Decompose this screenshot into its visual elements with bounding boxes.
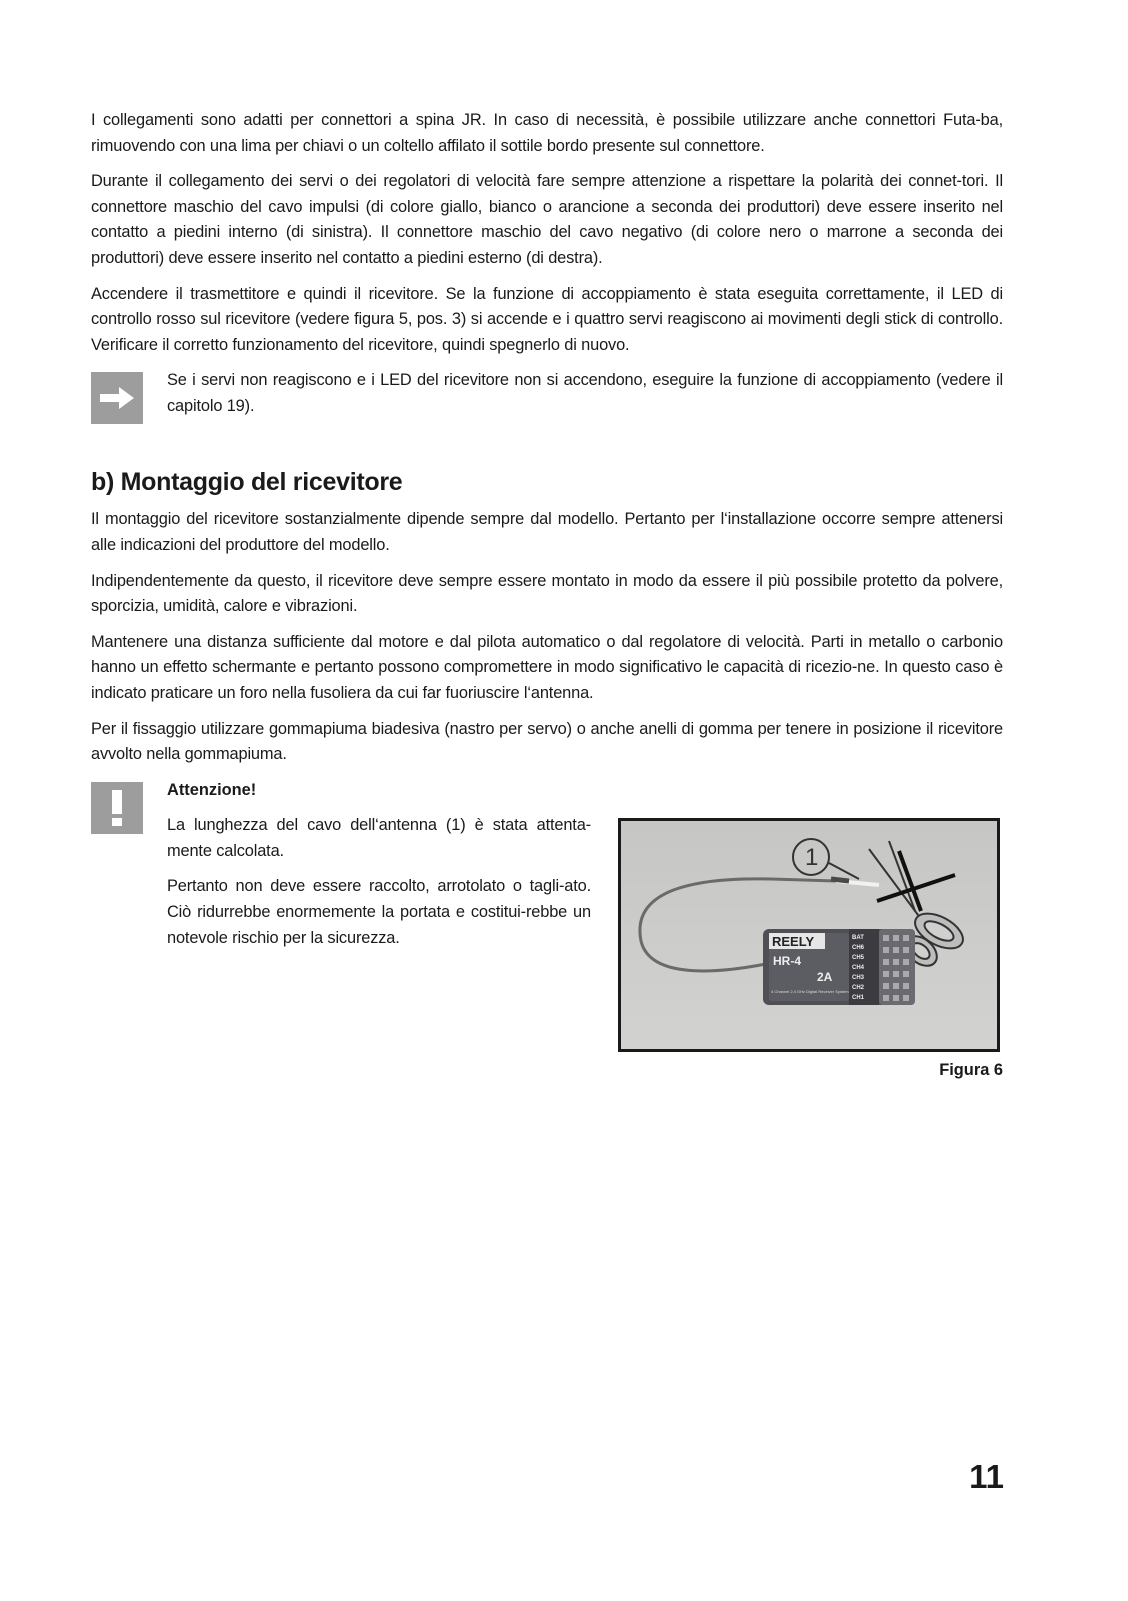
channel-label: CH1 bbox=[852, 994, 865, 1001]
channel-label: CH3 bbox=[852, 974, 865, 981]
figure-callout: 1 bbox=[805, 843, 819, 871]
channel-label: CH6 bbox=[852, 944, 865, 951]
warning-title: Attenzione! bbox=[167, 780, 257, 799]
page-content bbox=[91, 108, 1003, 1088]
channel-label: BAT bbox=[852, 934, 864, 941]
section-heading: b) Montaggio del ricevitore bbox=[91, 468, 403, 497]
receiver-illustration bbox=[763, 929, 915, 1005]
paragraph: Accendere il trasmettitore e quindi il ricevitore. Se la funzione di accoppiamento è stata eseguita correttamente, il LED di controllo rosso sul ricevitore (vedere figura 5, pos. 3) si accende e i quattro servi reagiscono ai movimenti degli stick di controllo. Verificare il corretto funzionamento del ricevitore, quindi spegnerlo di nuovo. bbox=[91, 284, 1003, 354]
channel-label: CH4 bbox=[852, 964, 865, 971]
receiver-big-label: 2A bbox=[817, 969, 833, 984]
figure-image bbox=[618, 818, 1000, 1052]
warning-text bbox=[167, 778, 591, 962]
page-number: 11 bbox=[969, 1458, 1004, 1495]
paragraph: Indipendentemente da questo, il ricevitore deve sempre essere montato in modo da essere il più possibile protetto da polvere, sporcizia, umidità, calore e vibrazioni. bbox=[91, 571, 1003, 616]
note-text: Se i servi non reagiscono e i LED del ricevitore non si accendono, eseguire la funzione di accoppiamento (vedere il capitolo 19). bbox=[167, 371, 1003, 415]
receiver-subtitle: 4 Channel 2.4 GHz Digital Receiver System bbox=[771, 988, 849, 994]
figure-caption: Figura 6 bbox=[939, 1060, 1003, 1079]
paragraph: I collegamenti sono adatti per connettori a spina JR. In caso di necessità, è possibile utilizzare anche connettori Futa-ba, rimuovendo con una lima per chiavi o un coltello affilato il sottile bordo presente sul connettore. bbox=[91, 111, 1003, 155]
channel-label: CH5 bbox=[852, 954, 865, 961]
paragraph: Il montaggio del ricevitore sostanzialmente dipende sempre dal modello. Pertanto per l‘installazione occorre sempre attenersi alle indicazioni del produttore del modello. bbox=[91, 510, 1003, 554]
paragraph: Mantenere una distanza sufficiente dal motore e dal pilota automatico o dal regolatore di velocità. Parti in metallo o carbonio hanno un effetto schermante e pertanto possono compromettere in modo significativo le capacità di ricezio-ne. In questo caso è indicato praticare un foro nella fusoliera da cui far fuoriuscire l‘antenna. bbox=[91, 632, 1003, 702]
paragraph: Durante il collegamento dei servi o dei regolatori di velocità fare sempre attenzione a rispettare la polarità dei connet-tori. Il connettore maschio del cavo impulsi (di colore giallo, bianco o arancione a seconda dei produttori) deve essere inserito nel contatto a piedini interno (di sinistra). Il connettore maschio del cavo negativo (di colore nero o marrone a seconda dei produttori) deve essere inserito nel contatto a piedini esterno (di destra). bbox=[91, 172, 1003, 267]
paragraph: Pertanto non deve essere raccolto, arrotolato o tagli-ato. Ciò ridurrebbe enormemente la portata e costitui-rebbe un notevole rischio per la sicurezza. bbox=[167, 877, 591, 947]
note-box bbox=[91, 368, 1003, 424]
arrow-right-icon bbox=[91, 372, 143, 424]
exclamation-icon bbox=[91, 782, 143, 834]
paragraph: La lunghezza del cavo dell‘antenna (1) è stata attenta-mente calcolata. bbox=[167, 816, 591, 860]
receiver-model: HR-4 bbox=[773, 953, 802, 968]
receiver-brand: REELY bbox=[772, 933, 815, 949]
warning-block bbox=[91, 778, 1003, 1088]
channel-label: CH2 bbox=[852, 984, 865, 991]
paragraph: Per il fissaggio utilizzare gommapiuma biadesiva (nastro per servo) o anche anelli di gomma per tenere in posizione il ricevitore avvolto nella gommapiuma. bbox=[91, 719, 1003, 764]
